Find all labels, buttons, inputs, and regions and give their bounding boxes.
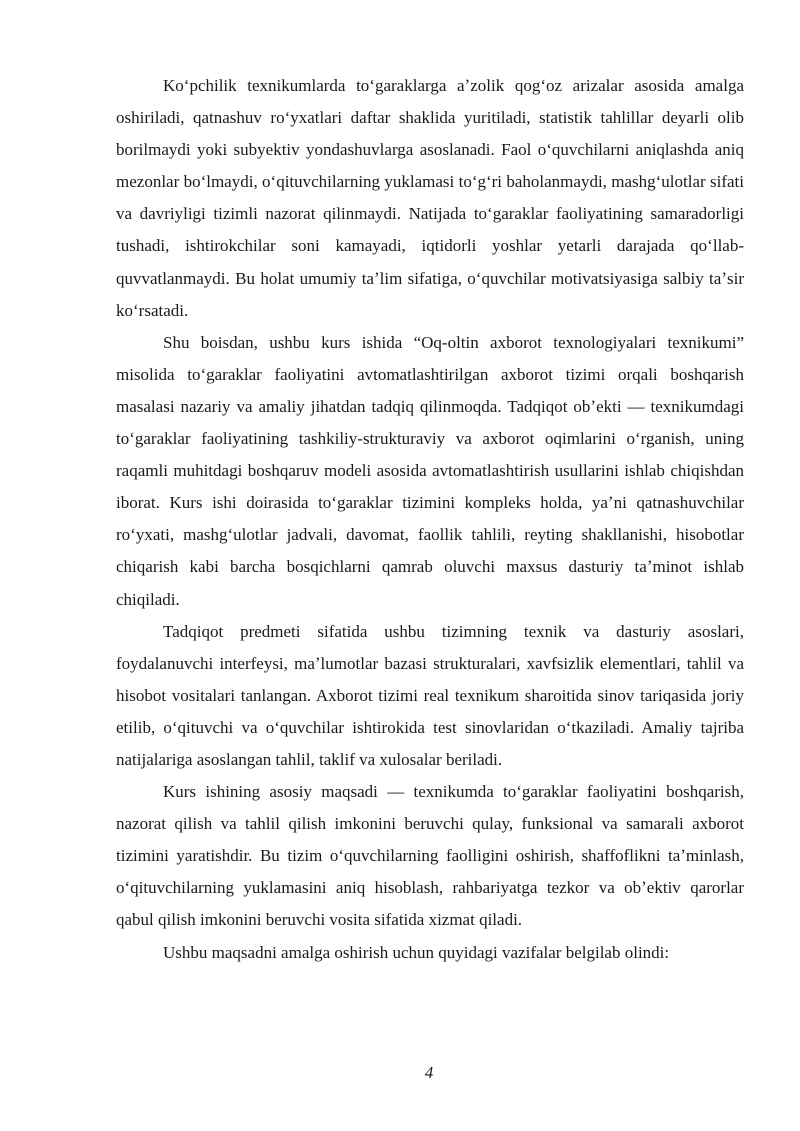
paragraph: Ushbu maqsadni amalga oshirish uchun quyidagi vazifalar belgilab olindi: [163, 942, 670, 962]
paragraph: Koʻpchilik texnikumlarda toʻgaraklarga aʼzolik qogʻoz arizalar asosida amalga oshiriladi, qatnashuv roʻyxatlari daftar shaklida yuritiladi, statistik tahlillar deyarli olib borilmaydi yoki subyektiv yondashuvlarga asoslanadi. Faol oʻquvchilarni aniqlashda aniq mezonlar boʻlmaydi, oʻqituvchilarning yuklamasi toʻgʻri baholanmaydi, mashgʻulotlar sifati va davriyligi tizimli nazorat qilinmaydi. Natijada toʻgaraklar faoliyatining samaradorligi tushadi, ishtirokchilar soni kamayadi, iqtidorli yoshlar yetarli darajada qoʻllab-quvvatlanmaydi. Bu holat umumiy taʼlim sifatiga, oʻquvchilar motivatsiyasiga salbiy taʼsir koʻrsatadi. [116, 76, 744, 320]
page-number-text: 4 [424, 1063, 434, 1082]
paragraph: Tadqiqot predmeti sifatida ushbu tizimning texnik va dasturiy asoslari, foydalanuvchi interfeysi, maʼlumotlar bazasi strukturalari, xavfsizlik elementlari, tahlil va hisobot vositalari tanlangan. Axborot tizimi real texnikum sharoitida sinov tariqasida joriy etilib, oʻqituvchi va oʻquvchilar ishtirokida test sinovlaridan oʻtkaziladi. Amaliy tajriba natijalariga asoslangan tahlil, taklif va xulosalar beriladi. [116, 621, 744, 769]
body-text [116, 70, 744, 969]
paragraph: Shu boisdan, ushbu kurs ishida “Oq-oltin axborot texnologiyalari texnikumi” misolida toʻgaraklar faoliyatini avtomatlashtirilgan axborot tizimi orqali boshqarish masalasi nazariy va amaliy jihatdan tadqiq qilinmoqda. Tadqiqot obʼekti — texnikumdagi toʻgaraklar faoliyatining tashkiliy-strukturaviy va axborot oqimlarini oʻrganish, uning raqamli muhitdagi boshqaruv modeli asosida avtomatlashtirish usullarini ishlab chiqishdan iborat. Kurs ishi doirasida toʻgaraklar tizimini kompleks holda, yaʼni qatnashuvchilar roʻyxati, mashgʻulotlar jadvali, davomat, faollik tahlili, reyting shakllanishi, hisobotlar chiqarish kabi barcha bosqichlarni qamrab oluvchi maxsus dasturiy taʼminot ishlab chiqiladi. [116, 332, 744, 609]
paragraph: Kurs ishining asosiy maqsadi — texnikumda toʻgaraklar faoliyatini boshqarish, nazorat qilish va tahlil qilish imkonini beruvchi qulay, funksional va samarali axborot tizimini yaratishdir. Bu tizim oʻquvchilarning faolligini oshirish, shaffoflikni taʼminlash, oʻqituvchilarning yuklamasini aniq hisoblash, rahbariyatga tezkor va obʼektiv qarorlar qabul qilish imkonini beruvchi vosita sifatida xizmat qiladi. [116, 782, 744, 930]
page-number [0, 1063, 800, 1083]
